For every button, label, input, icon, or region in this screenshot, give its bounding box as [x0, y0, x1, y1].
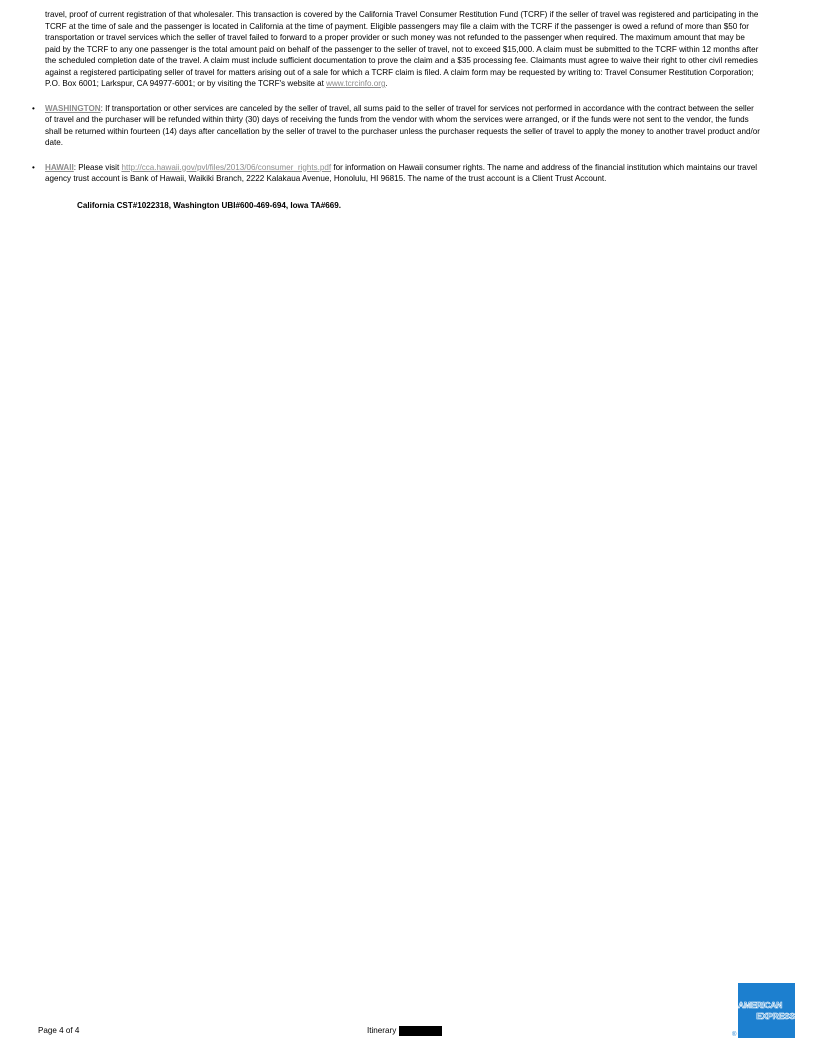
tcrf-text: travel, proof of current registration of that wholesaler. This transaction is covered by the California Travel Consumer Restitution Fund (TCRF) if the seller of travel was registered and participating in the TCRF at the time of sale and the passenger is located in California at the time of payment. Eligible passengers may file a claim with the TCRF if the passenger is owed a refund of more than $50 for transportation or travel services which the seller of travel failed to forward to a proper provider or such money was not refunded to the passenger when required. The maximum amount that may be paid by the TCRF to any one passenger is the total amount paid on behalf of the passenger to the seller of travel, not to exceed $15,000. A claim must be submitted to the TCRF within 12 months after the scheduled completion date of the travel. A claim must include sufficient documentation to prove the claim and a $35 processing fee. Claimants must agree to waive their right to other civil remedies against a registered participating seller of travel for matters arising out of a sale for which a TCRF claim is filed. A claim form may be requested by writing to: Travel Consumer Restitution Corporation; P.O. Box 6001; Larkspur, CA 94977-6001; or by visiting the TCRF's website at [45, 10, 759, 88]
registered-mark: ® [732, 1032, 737, 1038]
american-express-logo [738, 983, 795, 1038]
washington-paragraph [45, 103, 760, 149]
redacted-itinerary-number [399, 1026, 442, 1036]
hawaii-heading-link[interactable]: HAWAII [45, 162, 74, 172]
logo-line-2: EXPRESS [756, 1011, 795, 1021]
bullet-icon: • [32, 103, 35, 113]
washington-text: : If transportation or other services are canceled by the seller of travel, all sums paid to the seller of travel for services not performed in accordance with the contract between the seller of travel and the purchaser will be refunded within thirty (30) days of receiving the funds from the vendor with whom the services were arranged, or if the funds were not sent to the vendor, the funds shall be returned within fourteen (14) days after cancellation by the seller of travel to the purchaser unless the purchaser requests the seller of travel to apply the money to another travel product and/or date. [45, 103, 760, 147]
tcrf-end: . [385, 79, 388, 88]
tcrf-website-link[interactable]: www.tcrcinfo.org [326, 79, 386, 88]
license-numbers: California CST#1022318, Washington UBI#600-469-694, Iowa TA#669. [77, 200, 342, 210]
hawaii-consumer-rights-link[interactable]: http://cca.hawaii.gov/pvl/files/2013/06/consumer_rights.pdf [121, 162, 332, 172]
itinerary-label: Itinerary [367, 1026, 397, 1035]
bullet-icon: • [32, 162, 35, 172]
washington-heading-link[interactable]: WASHINGTON [45, 103, 101, 113]
hawaii-text-before: : Please visit [73, 162, 122, 172]
washington-item [30, 103, 760, 149]
tcrf-paragraph [45, 9, 760, 90]
page-number: Page 4 of 4 [38, 1026, 80, 1035]
document-body [30, 9, 760, 211]
hawaii-item [30, 162, 760, 185]
itinerary-footer [367, 1025, 442, 1036]
hawaii-text-after: for information on Hawaii consumer rights. The name and address of the financial institution which maintains our travel agency trust account is Bank of Hawaii, Waikiki Branch, 2222 Kalakaua Avenue, Honolulu, HI 96815. The name of the trust account is a Client Trust Account. [45, 162, 758, 183]
logo-line-1: AMERICAN [738, 1000, 783, 1010]
hawaii-paragraph [45, 162, 760, 185]
